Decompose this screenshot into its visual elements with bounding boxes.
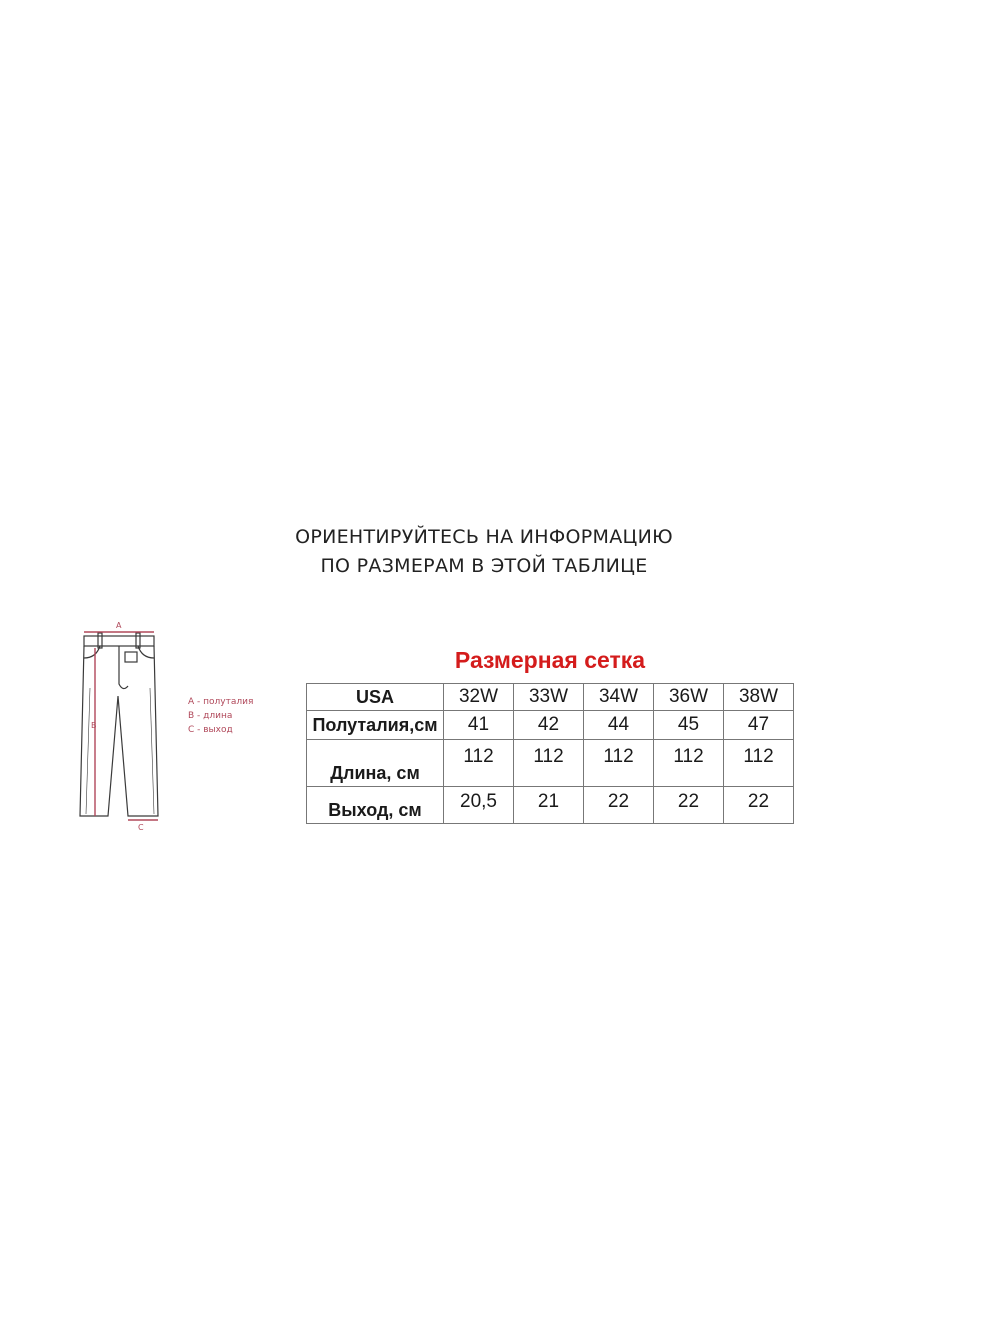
table-row (307, 740, 794, 787)
heading-line-2: ПО РАЗМЕРАМ В ЭТОЙ ТАБЛИЦЕ (320, 555, 648, 577)
legend-item-a: А - полуталия (188, 697, 254, 707)
legend-item-c: С - выход (188, 725, 233, 735)
label-c: C (138, 823, 144, 832)
table-cell: 42 (514, 711, 584, 740)
row-label: Полуталия,см (307, 711, 444, 740)
table-cell: 45 (654, 711, 724, 740)
table-cell: 22 (724, 787, 794, 824)
label-b: B (91, 721, 97, 730)
seam-right (150, 688, 154, 814)
table-cell: 38W (724, 684, 794, 711)
waistband (84, 636, 154, 646)
row-label: Выход, см (307, 787, 444, 824)
table-cell: 112 (654, 740, 724, 787)
row-label: USA (307, 684, 444, 711)
table-cell: 22 (654, 787, 724, 824)
size-chart-title: Размерная сетка (454, 647, 646, 673)
table-cell: 41 (444, 711, 514, 740)
table-cell: 112 (514, 740, 584, 787)
legend-item-b: В - длина (188, 711, 233, 721)
table-cell: 33W (514, 684, 584, 711)
table-cell: 21 (514, 787, 584, 824)
diagram-legend (188, 695, 253, 737)
table-cell: 112 (584, 740, 654, 787)
table-cell: 112 (724, 740, 794, 787)
table-cell: 32W (444, 684, 514, 711)
table-cell: 47 (724, 711, 794, 740)
heading-line-1: ОРИЕНТИРУЙТЕСЬ НА ИНФОРМАЦИЮ (295, 526, 673, 548)
table-cell: 112 (444, 740, 514, 787)
table-row (307, 787, 794, 824)
table-row (307, 684, 794, 711)
seam-left (86, 688, 90, 814)
row-label: Длина, см (307, 740, 444, 787)
table-cell: 20,5 (444, 787, 514, 824)
coin-pocket (125, 652, 137, 662)
table-cell: 34W (584, 684, 654, 711)
label-a: A (116, 621, 122, 630)
table-row (307, 711, 794, 740)
table-cell: 36W (654, 684, 724, 711)
table-cell: 44 (584, 711, 654, 740)
table-cell: 22 (584, 787, 654, 824)
size-chart-table (306, 683, 794, 824)
